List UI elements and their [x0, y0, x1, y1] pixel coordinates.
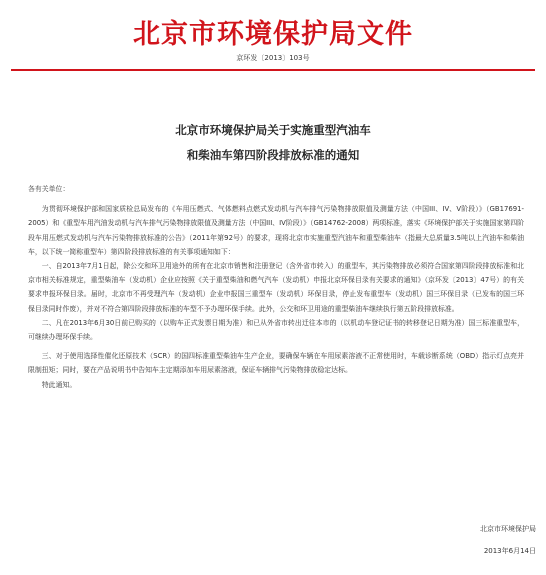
document-header-title: 北京市环境保护局文件	[133, 19, 413, 50]
document-number: 京环发〔2013〕103号	[236, 54, 310, 62]
notice-body	[28, 182, 524, 392]
signature-organization: 北京市环境保护局	[480, 525, 536, 533]
closing-line: 特此通知。	[41, 380, 77, 389]
addressee: 各有关单位：	[28, 185, 70, 193]
notice-title-line-1: 北京市环境保护局关于实施重型汽油车	[175, 123, 371, 137]
red-divider-line	[11, 69, 535, 71]
paragraph-intro: 为贯彻环境保护部和国家质检总局发布的《车用压燃式、气体燃料点燃式发动机与汽车排气污染物排放限值及测量方法（中国III、IV、V阶段）》（GB17691-2005）和《重型车用汽油发动机与汽车排气污染物排放限值及测量方法（中国III、IV阶段）》（GB14762-2008）两项标准，落实《环境保护部关于实施国家第四阶段车用压燃式发动机与汽车污染物排放标准的公告》（2011年第92号）的要求，现将北京市实施重型汽油车和重型柴油车（指最大总质量3.5吨以上汽油车和柴油车，以下统一简称重型车）第四阶段排放标准的有关事项通知如下：	[28, 205, 524, 256]
paragraph-item-1: 一、自2013年7月1日起，除公交和环卫用途外的所有在北京市销售和注册登记（含外省市转入）的重型车，其污染物排放必须符合国家第四阶段排放标准和北京市相关标准规定，重型柴油车（发动机）企业应按照《关于重型柴油和燃气汽车（发动机）申报北京环保目录有关要求的通知》（京环发〔2013〕47号）的有关要求申报环保目录。届时，北京市不再受理汽车（发动机）企业申报国三重型车（发动机）环保目录，停止发布重型车（发动机）国三环保目录（已发布的国三环保目录同时作废），并对不符合第四阶段排放标准的车型不予办理环保手续。此外，公交和环卫用途的重型柴油车继续执行第五阶段排放标准。	[28, 262, 524, 313]
notice-title-line-2: 和柴油车第四阶段排放标准的通知	[186, 148, 360, 162]
paragraph-item-3: 三、对于使用选择性催化还原技术（SCR）的国四标准重型柴油车生产企业，要确保车辆在车用尿素溶液不正常使用时，车载诊断系统（OBD）指示灯点亮并限制扭矩；同时，要在产品说明书中告知车主定期添加车用尿素溶液，保证车辆排气污染物排放稳定达标。	[28, 352, 524, 375]
paragraph-item-2: 二、凡在2013年6月30日前已购买的（以购车正式发票日期为准）和已从外省市转出迁往本市的（以机动车登记证书的转移登记日期为准）国三标准重型车，可继续办理环保手续。	[28, 318, 524, 342]
signature-date: 2013年6月14日	[483, 547, 536, 555]
